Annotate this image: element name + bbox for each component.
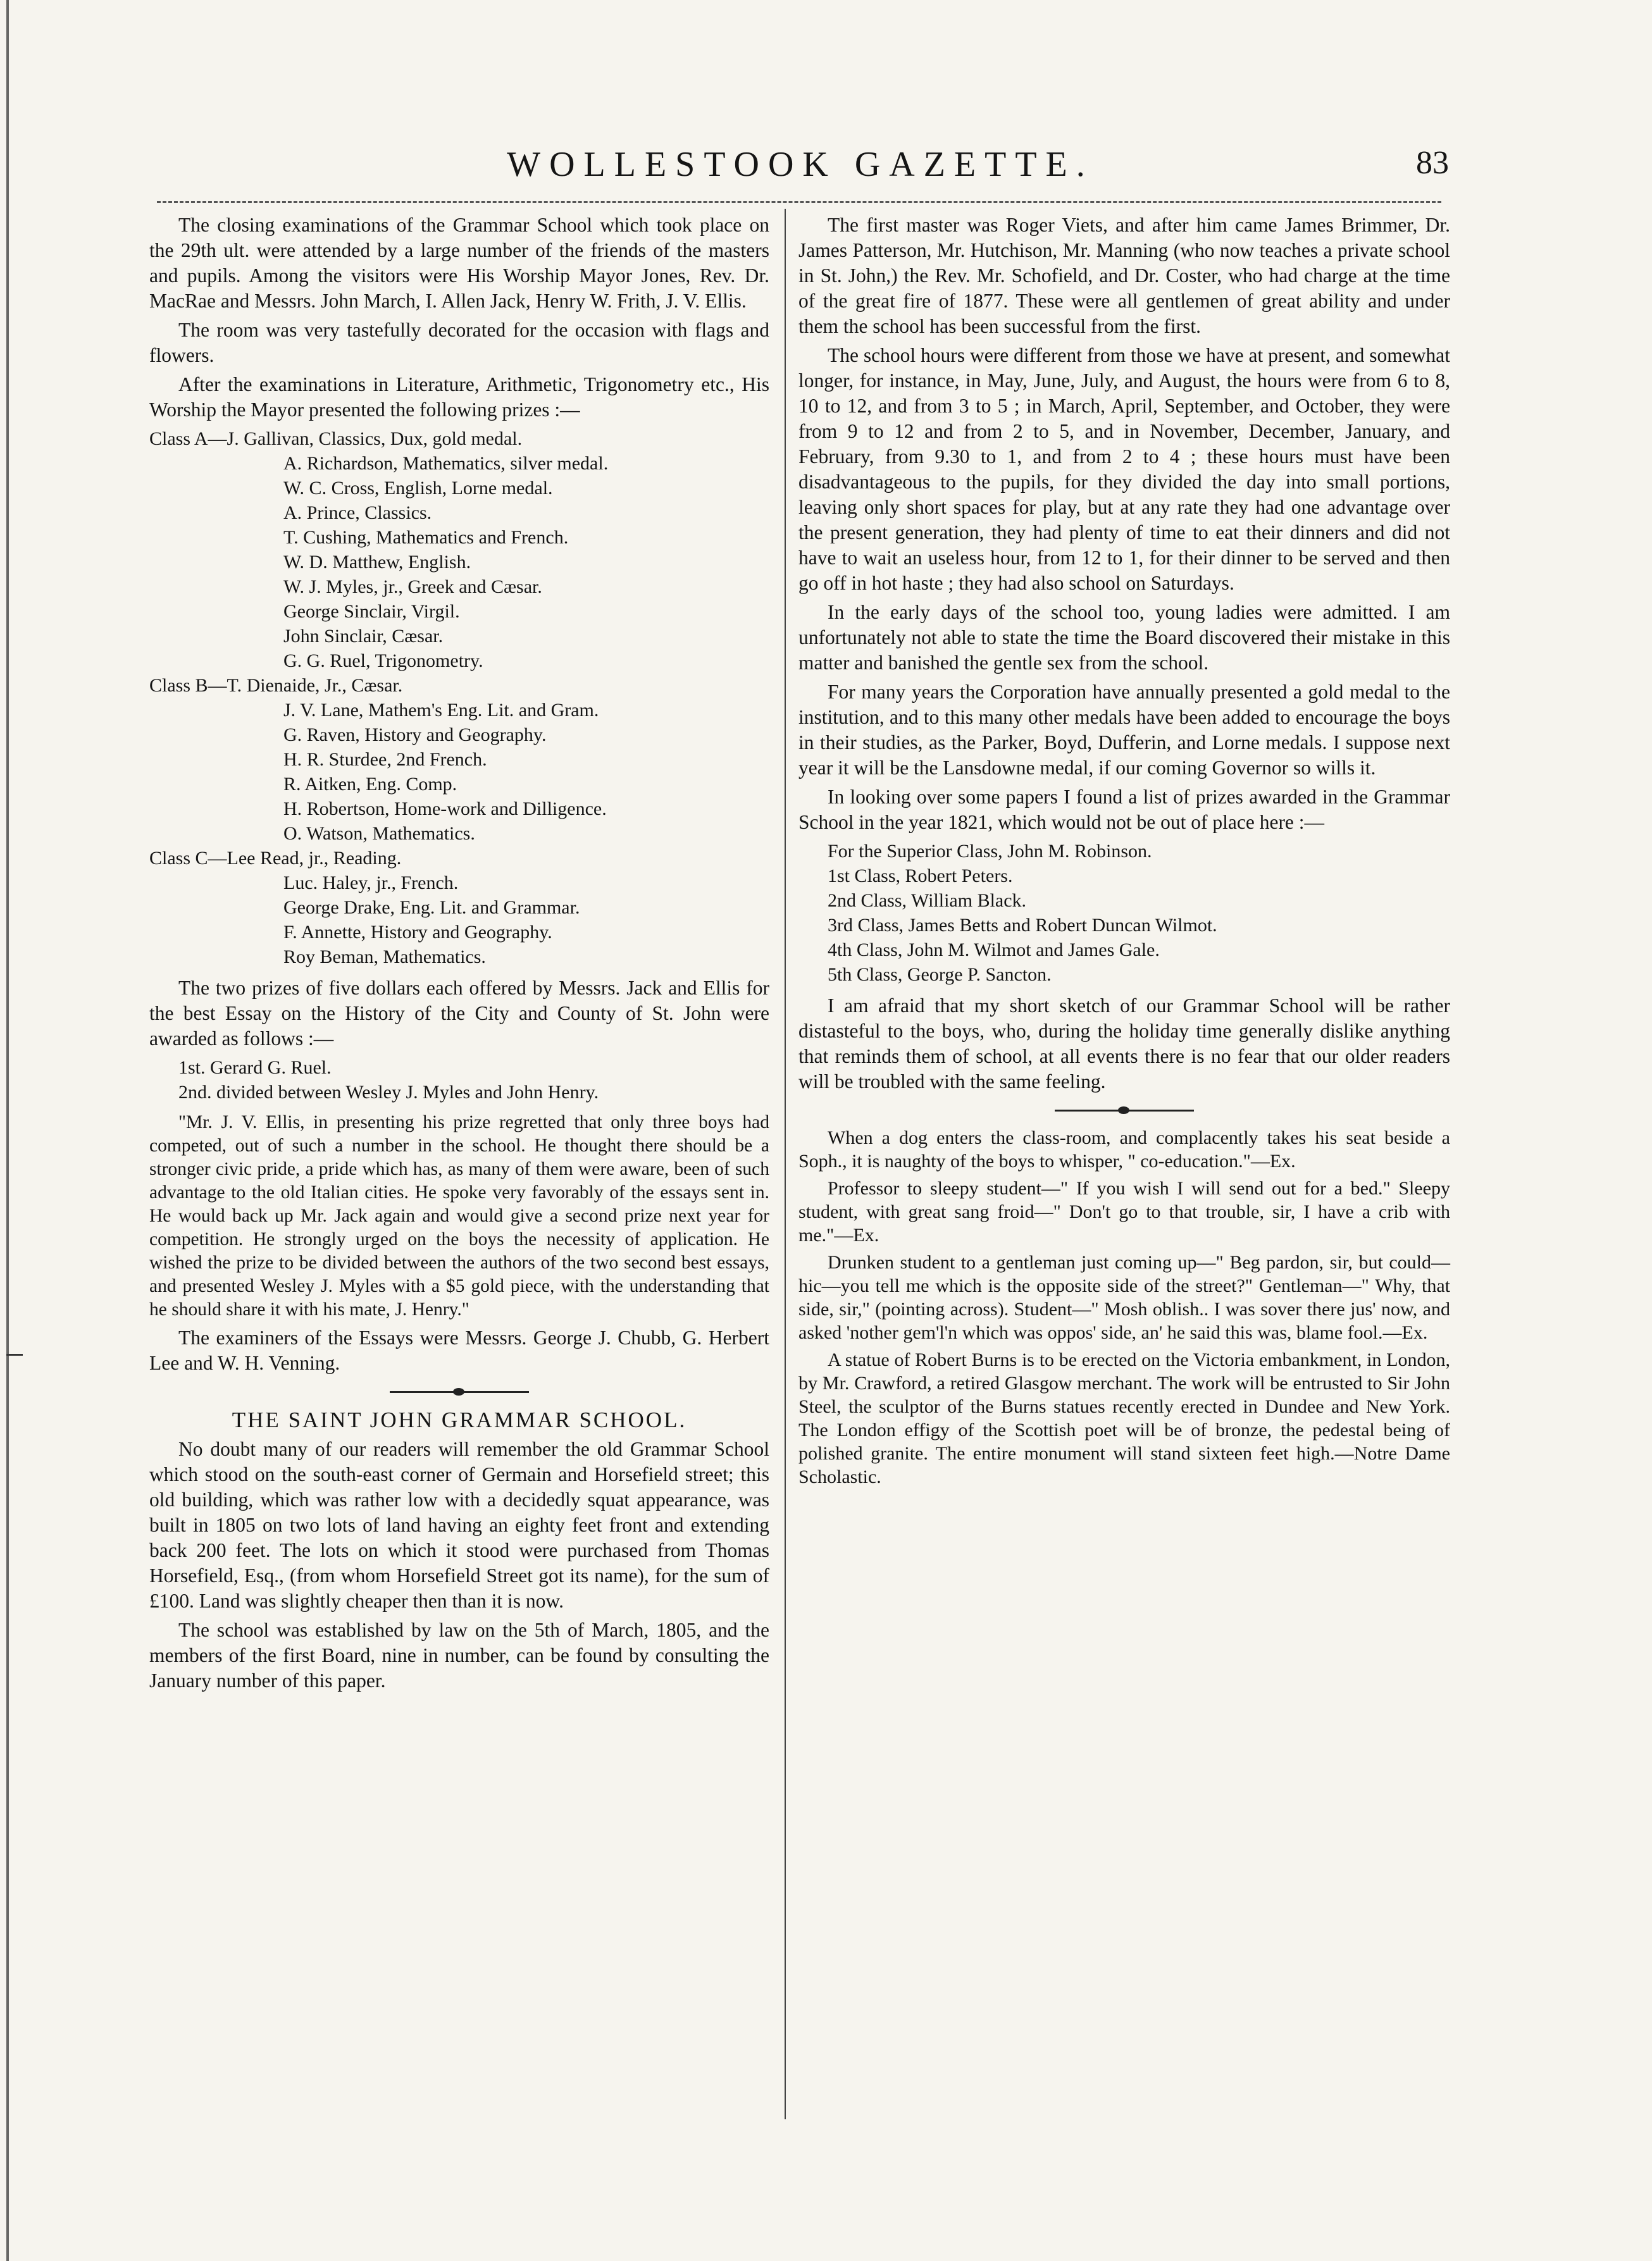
old-school-paragraph: No doubt many of our readers will remember the old Grammar School which stood on the south-east corner of Germain and Horsefield street; this old building, which was rather low with a decidedly squat appearance, was built in 1805 on two lots of land having an eighty feet front and extending back 200 feet. The lots on which it stood were purchased from Thomas Horsefield, Esq., (from whom Horsefield Street got its name), for the sum of £100. Land was slightly cheaper then than it is now.: [149, 1438, 769, 1612]
prize-entry: H. Robertson, Home-work and Dilligence.: [283, 798, 607, 819]
prize-entry: George Drake, Eng. Lit. and Grammar.: [283, 897, 580, 918]
prize-1821-entry: 3rd Class, James Betts and Robert Duncan Wilmot.: [828, 915, 1217, 936]
medals-paragraph: For many years the Corporation have annually presented a gold medal to the institution, and to this many other medals have been added to encourage the boys in their studies, as the Parker, Boyd, Dufferin, and Lorne medals. I suppose next year it will be the Lansdowne medal, if our coming Governor so wills it.: [798, 681, 1450, 779]
exam-paragraph: The closing examinations of the Grammar School which took place on the 29th ult. were attended by a large number of the friends of the masters and pupils. Among the visitors were His Worship Mayor Jones, Rev. Dr. MacRae and Messrs. John March, I. Allen Jack, Henry W. Frith, J. V. Ellis.: [149, 214, 769, 312]
prize-entry: Roy Beman, Mathematics.: [283, 946, 486, 967]
prize-entry: George Sinclair, Virgil.: [283, 601, 460, 622]
prize-entry: Luc. Haley, jr., French.: [283, 872, 459, 893]
prize-entry: H. R. Sturdee, 2nd French.: [283, 749, 487, 770]
establishment-paragraph: The school was established by law on the 5th of March, 1805, and the members of the first Board, nine in number, can be found by consulting the January number of this paper.: [149, 1619, 769, 1692]
ellis-quote: "Mr. J. V. Ellis, in presenting his prize regretted that only three boys had competed, out of such a number in the school. He thought there should be a stronger civic pride, a pride which has, as many of them were aware, been of such advantage to the old Italian cities. He spoke very favorably of the essays sent in. He would back up Mr. Jack again and would give a second prize next year for competition. He strongly urged on the boys the necessity of application. He wished the prize to be divided between the authors of the two second best essays, and presented Wesley J. Myles with a $5 gold piece, with the understanding that he should share it with his mate, J. Henry.": [149, 1112, 769, 1320]
page-number: 83: [1416, 145, 1449, 181]
young-ladies-paragraph: In the early days of the school too, young ladies were admitted. I am unfortunately not able to state the time the Board discovered their mistake in this matter and banished the gentle sex from the school.: [798, 601, 1450, 674]
header-rule: [157, 201, 1441, 203]
prize-entry: J. V. Lane, Mathem's Eng. Lit. and Gram.: [283, 700, 599, 721]
essay-winners: [178, 1055, 769, 1105]
prize-entry: G. G. Ruel, Trigonometry.: [283, 650, 483, 671]
gazette-title: WOLLESTOOK GAZETTE.: [507, 145, 1094, 184]
drunken-student-anecdote: Drunken student to a gentleman just coming up—" Beg pardon, sir, but could—hic—you tell me which is the opposite side of the street?" Gentleman—" Why, that side, sir," (pointing across). Student—" Mosh oblish.. I was sover there jus' now, and asked 'nother gem'l'n which was oppos' side, an' he said this was, blame fool.—Ex.: [798, 1252, 1450, 1343]
prize-1821-entry: 2nd Class, William Black.: [828, 890, 1027, 911]
examiners-paragraph: The examiners of the Essays were Messrs. George J. Chubb, G. Herbert Lee and W. H. Venning.: [149, 1327, 769, 1374]
prize-entry: G. Raven, History and Geography.: [283, 724, 547, 745]
prize-entry: F. Annette, History and Geography.: [283, 922, 552, 943]
prize-entry: R. Aitken, Eng. Comp.: [283, 774, 457, 795]
school-hours-paragraph: The school hours were different from those we have at present, and somewhat longer, for instance, in May, June, July, and August, the hours were from 6 to 8, 10 to 12, and from 3 to 5 ; in March, April, September, and October, they were from 9 to 12 and from 2 to 5, and in November, December, January, and February, from 9.30 to 1, and from 2 to 4 ; these hours must have been disadvantageous to the pupils, for they divided the day into small portions, leaving only short spaces for play, but at any rate they had one advantage over the present generation, they had plenty of time to eat their dinners and did not have to wait an useless hour, from 12 to 1, for their dinner to be served and then go off in hot haste ; they had also school on Saturdays.: [798, 344, 1450, 594]
right-column: [798, 213, 1450, 1492]
prizes-1821-intro: In looking over some papers I found a list of prizes awarded in the Grammar School in the year 1821, which would not be out of place here :—: [798, 786, 1450, 833]
prize-entry: Class B—T. Dienaide, Jr., Cæsar.: [149, 675, 403, 696]
sleepy-student-anecdote: Professor to sleepy student—" If you wish I will send out for a bed." Sleepy student, with great sang froid—" Don't go to that trouble, sir, I have a crib with me."—Ex.: [798, 1178, 1450, 1246]
column-divider: [785, 209, 786, 2119]
left-column: [149, 213, 769, 1697]
prize-1821-entry: 5th Class, George P. Sancton.: [828, 964, 1052, 985]
section-ornament: [390, 1387, 529, 1396]
essay-winner-second: 2nd. divided between Wesley J. Myles and John Henry.: [178, 1082, 599, 1103]
prize-entry: T. Cushing, Mathematics and French.: [283, 527, 569, 548]
prize-entry: W. C. Cross, English, Lorne medal.: [283, 478, 553, 499]
margin-mark: [6, 1354, 23, 1356]
prize-entry: W. D. Matthew, English.: [283, 552, 471, 573]
section-title: THE SAINT JOHN GRAMMAR SCHOOL.: [232, 1408, 687, 1432]
prize-entry: Class A—J. Gallivan, Classics, Dux, gold medal.: [149, 428, 523, 449]
prizes-1821-list: [828, 839, 1450, 987]
page-header: [152, 138, 1449, 195]
decoration-paragraph: The room was very tastefully decorated for the occasion with flags and flowers.: [149, 319, 769, 366]
prize-entry: Class C—Lee Read, jr., Reading.: [149, 848, 402, 869]
prize-entry: O. Watson, Mathematics.: [283, 823, 475, 844]
prize-1821-entry: 4th Class, John M. Wilmot and James Gale.: [828, 939, 1160, 960]
essay-prize-paragraph: The two prizes of five dollars each offered by Messrs. Jack and Ellis for the best Essay on the History of the City and County of St. John were awarded as follows :—: [149, 977, 769, 1050]
prize-list: [149, 426, 769, 969]
prize-entry: A. Prince, Classics.: [283, 502, 432, 523]
masters-paragraph: The first master was Roger Viets, and after him came James Brimmer, Dr. James Patterson, Mr. Hutchison, Mr. Manning (who now teaches a private school in St. John,) the Rev. Mr. Schofield, and Dr. Coster, who had charge at the time of the great fire of 1877. These were all gentlemen of great ability and under them the school has been successful from the first.: [798, 214, 1450, 337]
prize-entry: W. J. Myles, jr., Greek and Cæsar.: [283, 576, 542, 597]
prize-entry: John Sinclair, Cæsar.: [283, 626, 444, 647]
prize-1821-entry: For the Superior Class, John M. Robinson.: [828, 841, 1152, 862]
dog-anecdote: When a dog enters the class-room, and complacently takes his seat beside a Soph., it is naughty of the boys to whisper, " co-education."—Ex.: [798, 1127, 1450, 1172]
prizes-intro-paragraph: After the examinations in Literature, Arithmetic, Trigonometry etc., His Worship the Mayor presented the following prizes :—: [149, 373, 769, 421]
closing-paragraph: I am afraid that my short sketch of our Grammar School will be rather distasteful to the boys, who, during the holiday time generally dislike anything that reminds them of school, at all events there is no fear that our older readers will be troubled with the same feeling.: [798, 994, 1450, 1093]
essay-winner-first: 1st. Gerard G. Ruel.: [178, 1057, 332, 1078]
section-ornament-right: [1055, 1106, 1194, 1115]
prize-entry: A. Richardson, Mathematics, silver medal.: [283, 453, 609, 474]
page-binding-edge: [6, 0, 9, 2261]
burns-statue-paragraph: A statue of Robert Burns is to be erected on the Victoria embankment, in London, by Mr. Crawford, a retired Glasgow merchant. The work will be entrusted to Sir John Steel, the sculptor of the Burns statues recently erected in Dundee and New York. The London effigy of the Scottish poet will be of bronze, the pedestal being of polished granite. The entire monument will stand sixteen feet high.—Notre Dame Scholastic.: [798, 1349, 1450, 1487]
prize-1821-entry: 1st Class, Robert Peters.: [828, 865, 1013, 886]
